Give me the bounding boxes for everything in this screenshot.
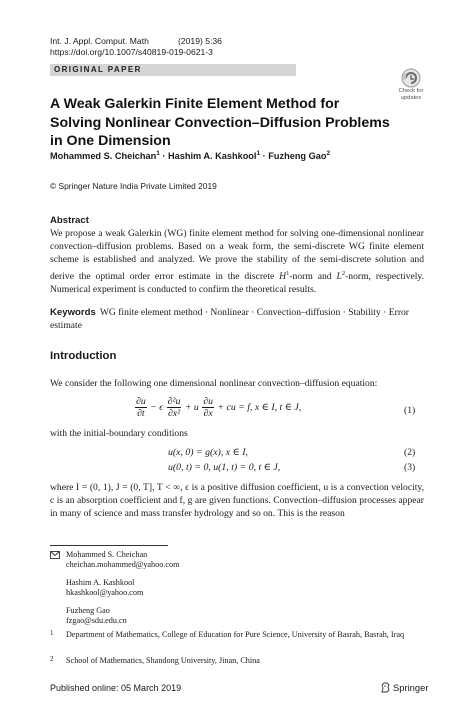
author-name[interactable]: Fuzheng Gao <box>268 151 327 162</box>
affiliation-marker: 2 <box>326 150 331 157</box>
author-name: Hashim A. Kashkool <box>66 577 135 587</box>
paper-title: A Weak Galerkin Finite Element Method for Solving Nonlinear Convection–Diffusion Problems in One Dimension <box>50 96 390 149</box>
journal-name: Int. J. Appl. Comput. Math <box>50 36 149 46</box>
copyright-notice: © Springer Nature India Private Limited 2019 <box>50 181 217 191</box>
affiliation-number: 2 <box>50 655 54 663</box>
introduction-heading: Introduction <box>50 350 117 362</box>
author-name: Fuzheng Gao <box>66 605 110 615</box>
publisher-logo: Springer <box>380 682 428 693</box>
affiliation-1: Department of Mathematics, College of Education for Pure Science, University of Basrah, Basrah, Iraq <box>66 630 405 639</box>
author-list: Mohammed S. Cheichan$^1$ · Hashim A. Kashkool$^1$ · Fuzheng Gao$^2$ <box>50 150 331 162</box>
check-for-updates-label: Check for updates <box>398 88 424 101</box>
intro-paragraph-3: where I = (0, 1), J = (0, T], T < ∞, ϵ is a positive diffusion coefficient, u is a convection velocity, c is an absorption coefficient and f, g are given functions. Convection–diffusion processes appear in many of science and mass transfer hydrology and so on. This is the reason <box>50 482 424 520</box>
springer-horse-icon <box>380 682 391 693</box>
author-name[interactable]: Hashim A. Kashkool <box>167 151 257 162</box>
journal-header <box>50 36 222 58</box>
keywords <box>50 306 424 332</box>
affiliation-2: School of Mathematics, Shandong University, Jinan, China <box>66 656 260 665</box>
equation-number: (3) <box>404 462 416 473</box>
abstract-text: We propose a weak Galerkin (WG) finite element method for solving one-dimensional nonlinear convection–diffusion problems. Based on a weak form, the semi-discrete WG finite element scheme is established and analyzed. We prove the stability of the semi-discrete solution and derive the optimal order error estimate in the discrete $H^1$-norm and $L^2$-norm, respectively. Numerical experiment is conducted to confirm the theoretical results. <box>50 228 424 295</box>
correspondence-block <box>66 550 180 626</box>
affiliation-number: 1 <box>50 629 54 637</box>
equation-number: (1) <box>404 405 416 416</box>
keywords-label: Keywords <box>50 307 96 318</box>
doi-link[interactable]: https://doi.org/10.1007/s40819-019-0621-3 <box>50 47 213 57</box>
keywords-text: WG finite element method · Nonlinear · Convection–diffusion · Stability · Error estimate <box>50 307 410 332</box>
intro-paragraph-2: with the initial-boundary conditions <box>50 428 188 439</box>
equation-number: (2) <box>404 447 416 458</box>
author-email[interactable]: fzgao@sdu.edu.cn <box>66 616 127 626</box>
corresponding-author-email[interactable]: cheichan.mohammed@yahoo.com <box>66 560 180 570</box>
published-date: Published online: 05 March 2019 <box>50 683 182 693</box>
article-type-banner: ORIGINAL PAPER <box>50 64 296 76</box>
author-name[interactable]: Mohammed S. Cheichan <box>50 151 157 162</box>
equation-3: u(0, t) = 0, u(1, t) = 0, t ∈ J, <box>168 462 281 473</box>
affiliation-marker: 1 <box>156 150 160 157</box>
equation-2: u(x, 0) = g(x), x ∈ I, <box>168 447 248 458</box>
footnote-divider <box>50 545 168 546</box>
corresponding-author-name: Mohammed S. Cheichan <box>66 550 148 559</box>
equation-1: $\frac{\partial u}{\partial t}$ − ϵ $\frac{\text{∂²u}}{\text{∂x²}}$ + u $\frac{\partial u}{\partial x}$ + cu = f, x ∈ I, t ∈ J, <box>136 396 302 419</box>
envelope-icon <box>50 551 60 559</box>
affiliation-marker: 1 <box>256 150 261 157</box>
intro-paragraph-1: We consider the following one dimensional nonlinear convection–diffusion equation: <box>50 378 378 389</box>
abstract-heading: Abstract <box>50 215 89 226</box>
journal-volume: (2019) 5:36 <box>178 36 222 46</box>
author-email[interactable]: hkashkool@yahoo.com <box>66 588 144 598</box>
